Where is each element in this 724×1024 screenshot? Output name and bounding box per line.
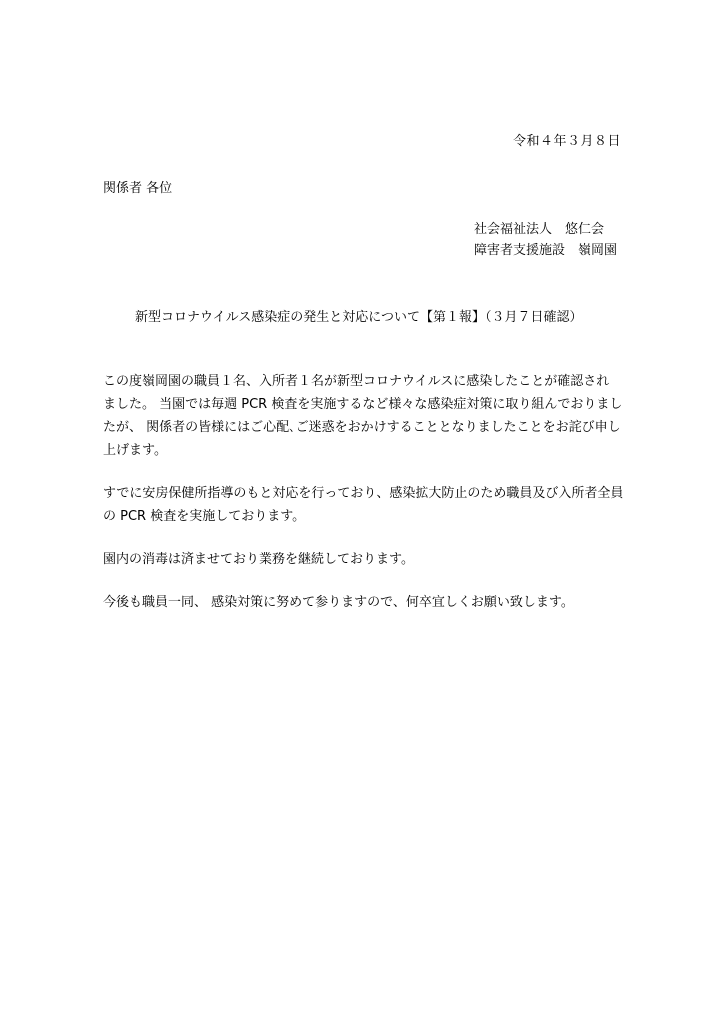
sender-facility: 障害者支援施設 嶺岡園 [474,243,618,258]
paragraph-line: 園内の消毒は済ませており業務を継続しております。 [103,552,414,567]
paragraph-line: すでに安房保健所指導のもと対応を行っており、感染拡大防止のため職員及び入所者全員 [103,486,624,501]
sender-block [474,219,617,261]
sender-organization: 社会福祉法人 悠仁会 [474,222,605,237]
document-subject: 新型コロナウイルス感染症の発生と対応について【第１報】（３月７日確認） [135,310,583,325]
document-body [103,370,623,634]
paragraph-line: ました。 当園では毎週 PCR 検査を実施するなど様々な感染症対策に取り組んでおりまし [103,397,623,412]
paragraph-announcement [103,370,623,462]
paragraph-line: 今後も職員一同、 感染対策に努めて参りますので、何卒宜しくお願い致します。 [103,595,574,610]
paragraph-line: この度嶺岡園の職員１名、入所者１名が新型コロナウイルスに感染したことが確認され [103,374,610,389]
paragraph-line: の PCR 検査を実施しております。 [103,509,306,524]
paragraph-closing [103,591,623,614]
document-date: 令和４年３月８日 [512,134,621,149]
paragraph-line: たが、 関係者の皆様にはご心配､ご迷惑をおかけすることとなりましたことをお詫び申し [103,420,621,435]
paragraph-line: 上げます。 [103,443,167,458]
recipient-line: 関係者 各位 [103,181,173,196]
paragraph-disinfection [103,548,623,571]
paragraph-response [103,482,623,528]
